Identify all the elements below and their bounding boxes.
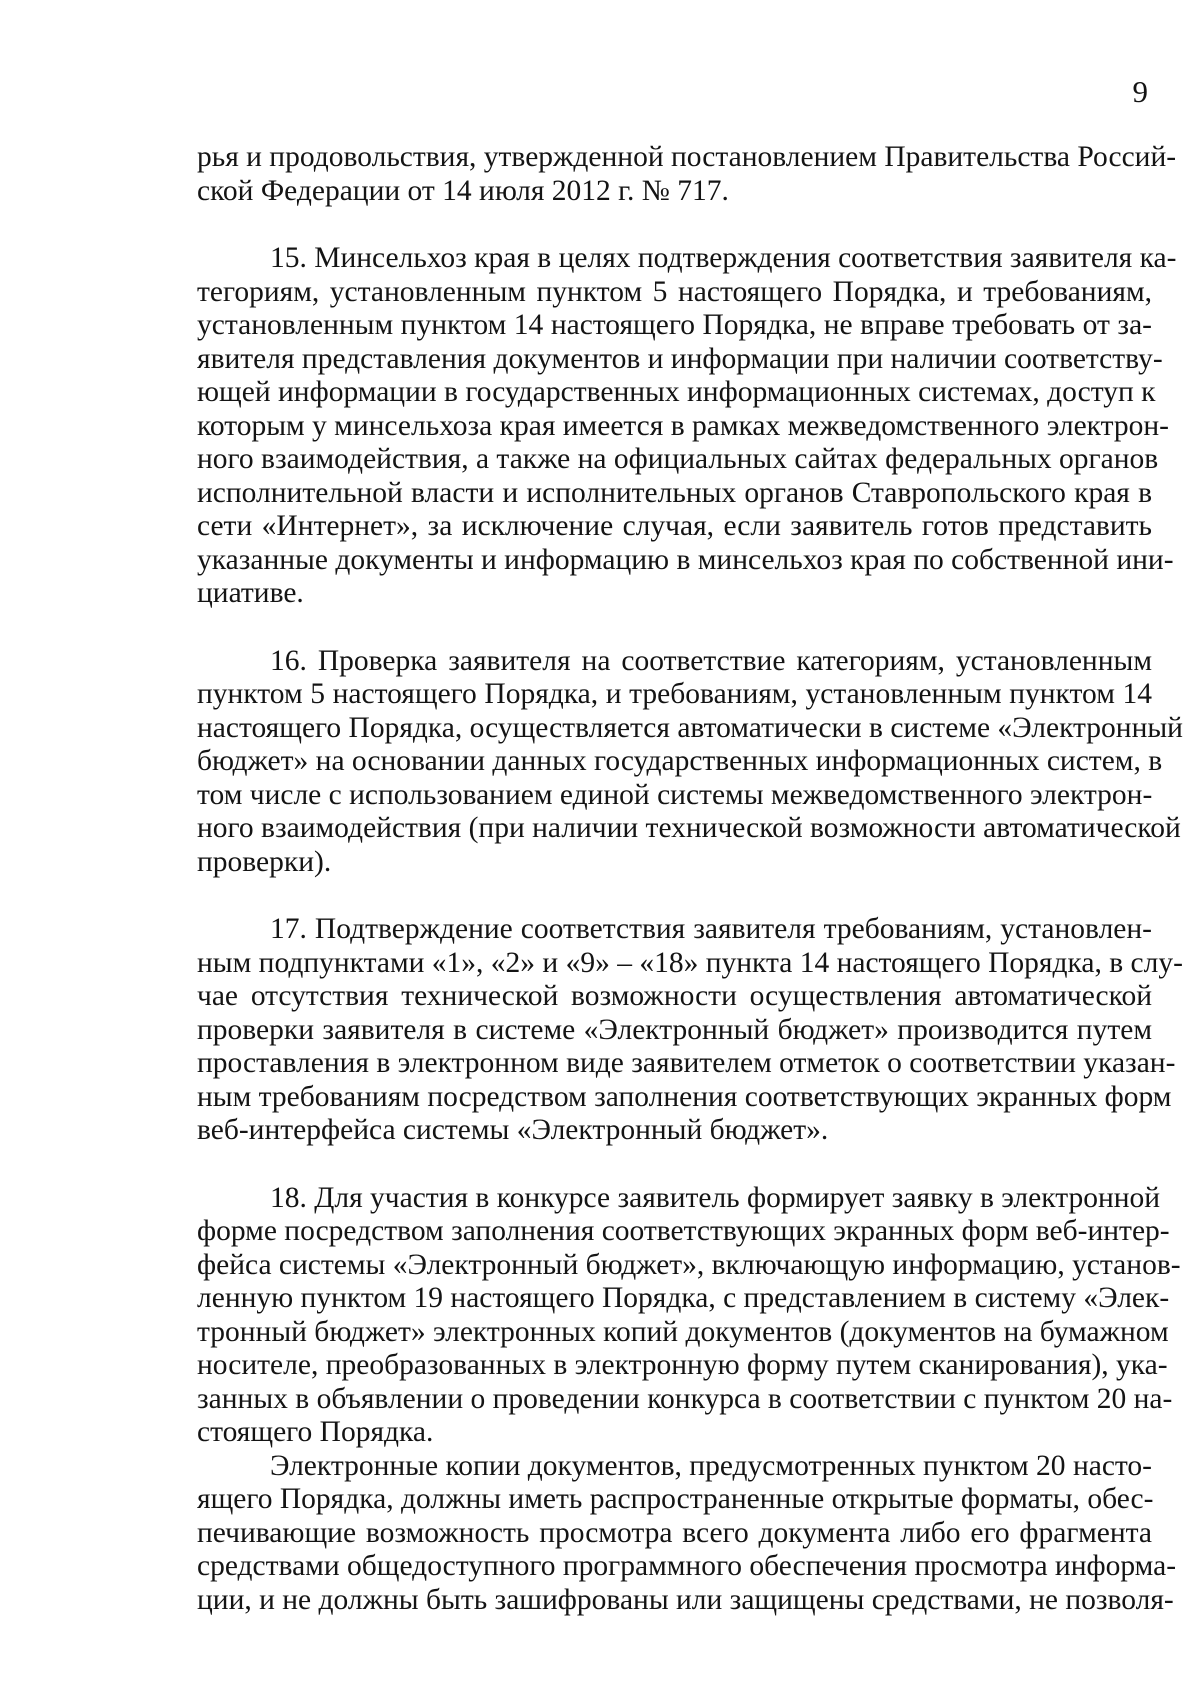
text-line: которым у минсельхоза края имеется в рамках межведомственного электрон- [197,409,1169,442]
text-line: 16. Проверка заявителя на соответствие категориям, установленным [270,644,1152,677]
text-line: указанные документы и информацию в минсельхоз края по собственной ини- [197,543,1174,576]
paragraph-item-17 [197,913,1183,1148]
text-line: том числе с использованием единой системы межведомственного электрон- [197,778,1153,811]
text-line: установленным пунктом 14 настоящего Порядка, не вправе требовать от за- [197,309,1152,341]
text-line: 15. Минсельхоз края в целях подтверждения соответствия заявителя ка- [270,242,1177,274]
page-number: 9 [1132,74,1148,109]
text-line: тегориям, установленным пунктом 5 настоящего Порядка, и требованиям, [197,275,1152,308]
text-line: Электронные копии документов, предусмотренных пунктом 20 насто- [270,1449,1152,1482]
text-line: явителя представления документов и информации при наличии соответству- [197,342,1163,375]
text-line: стоящего Порядка. [197,1416,434,1448]
text-line: ции, и не должны быть зашифрованы или защищены средствами, не позволя- [197,1583,1174,1616]
text-line: веб-интерфейса системы «Электронный бюджет». [197,1114,829,1146]
text-line: тронный бюджет» электронных копий документов (документов на бумажном [197,1315,1169,1348]
document-body [197,141,1183,1617]
text-line: чае отсутствия технической возможности осуществления автоматической [197,980,1152,1012]
text-line: 18. Для участия в конкурсе заявитель формирует заявку в электронной [270,1181,1161,1214]
paragraph-item-18-continued [197,1449,1177,1618]
text-line: настоящего Порядка, осуществляется автоматически в системе «Электронный [197,711,1183,744]
text-line: печивающие возможность просмотра всего документа либо его фрагмента [197,1516,1152,1549]
text-line: ным требованиям посредством заполнения соответствующих экранных форм [197,1080,1172,1113]
text-line: рья и продовольствия, утвержденной постановлением Правительства Россий- [197,141,1177,173]
paragraph-item-15 [197,242,1177,611]
text-line: 17. Подтверждение соответствия заявителя требованиям, установлен- [270,913,1152,945]
text-line: фейса системы «Электронный бюджет», включающую информацию, установ- [197,1248,1181,1281]
text-line: форме посредством заполнения соответствующих экранных форм веб-интер- [197,1215,1170,1247]
text-line: средствами общедоступного программного обеспечения просмотра информа- [197,1550,1177,1582]
text-line: ным подпунктами «1», «2» и «9» – «18» пункта 14 настоящего Порядка, в слу- [197,946,1183,979]
text-line: ющей информации в государственных информационных системах, доступ к [197,376,1156,408]
text-line: циативе. [197,577,304,609]
text-line: ного взаимодействия (при наличии технической возможности автоматической [197,812,1181,844]
paragraph-item-16 [197,644,1183,880]
paragraph-continuation [197,141,1177,208]
text-line: ской Федерации от 14 июля 2012 г. № 717. [197,174,729,207]
text-line: занных в объявлении о проведении конкурса в соответствии с пунктом 20 на- [197,1382,1173,1415]
text-line: проставления в электронном виде заявителем отметок о соответствии указан- [197,1047,1176,1079]
text-line: проверки). [197,845,332,878]
text-line: ного взаимодействия, а также на официальных сайтах федеральных органов [197,443,1159,475]
text-line: носителе, преобразованных в электронную форму путем сканирования), ука- [197,1349,1168,1381]
text-line: ленную пунктом 19 настоящего Порядка, с представлением в систему «Элек- [197,1282,1170,1314]
text-line: пунктом 5 настоящего Порядка, и требованиям, установленным пунктом 14 [197,678,1152,710]
text-line: ящего Порядка, должны иметь распространенные открытые форматы, обес- [197,1483,1154,1515]
paragraph-item-18 [197,1181,1181,1450]
text-line: проверки заявителя в системе «Электронный бюджет» производится путем [197,1013,1152,1046]
text-line: бюджет» на основании данных государственных информационных систем, в [197,745,1163,777]
text-line: исполнительной власти и исполнительных органов Ставропольского края в [197,476,1152,509]
text-line: сети «Интернет», за исключение случая, если заявитель готов представить [197,510,1152,542]
